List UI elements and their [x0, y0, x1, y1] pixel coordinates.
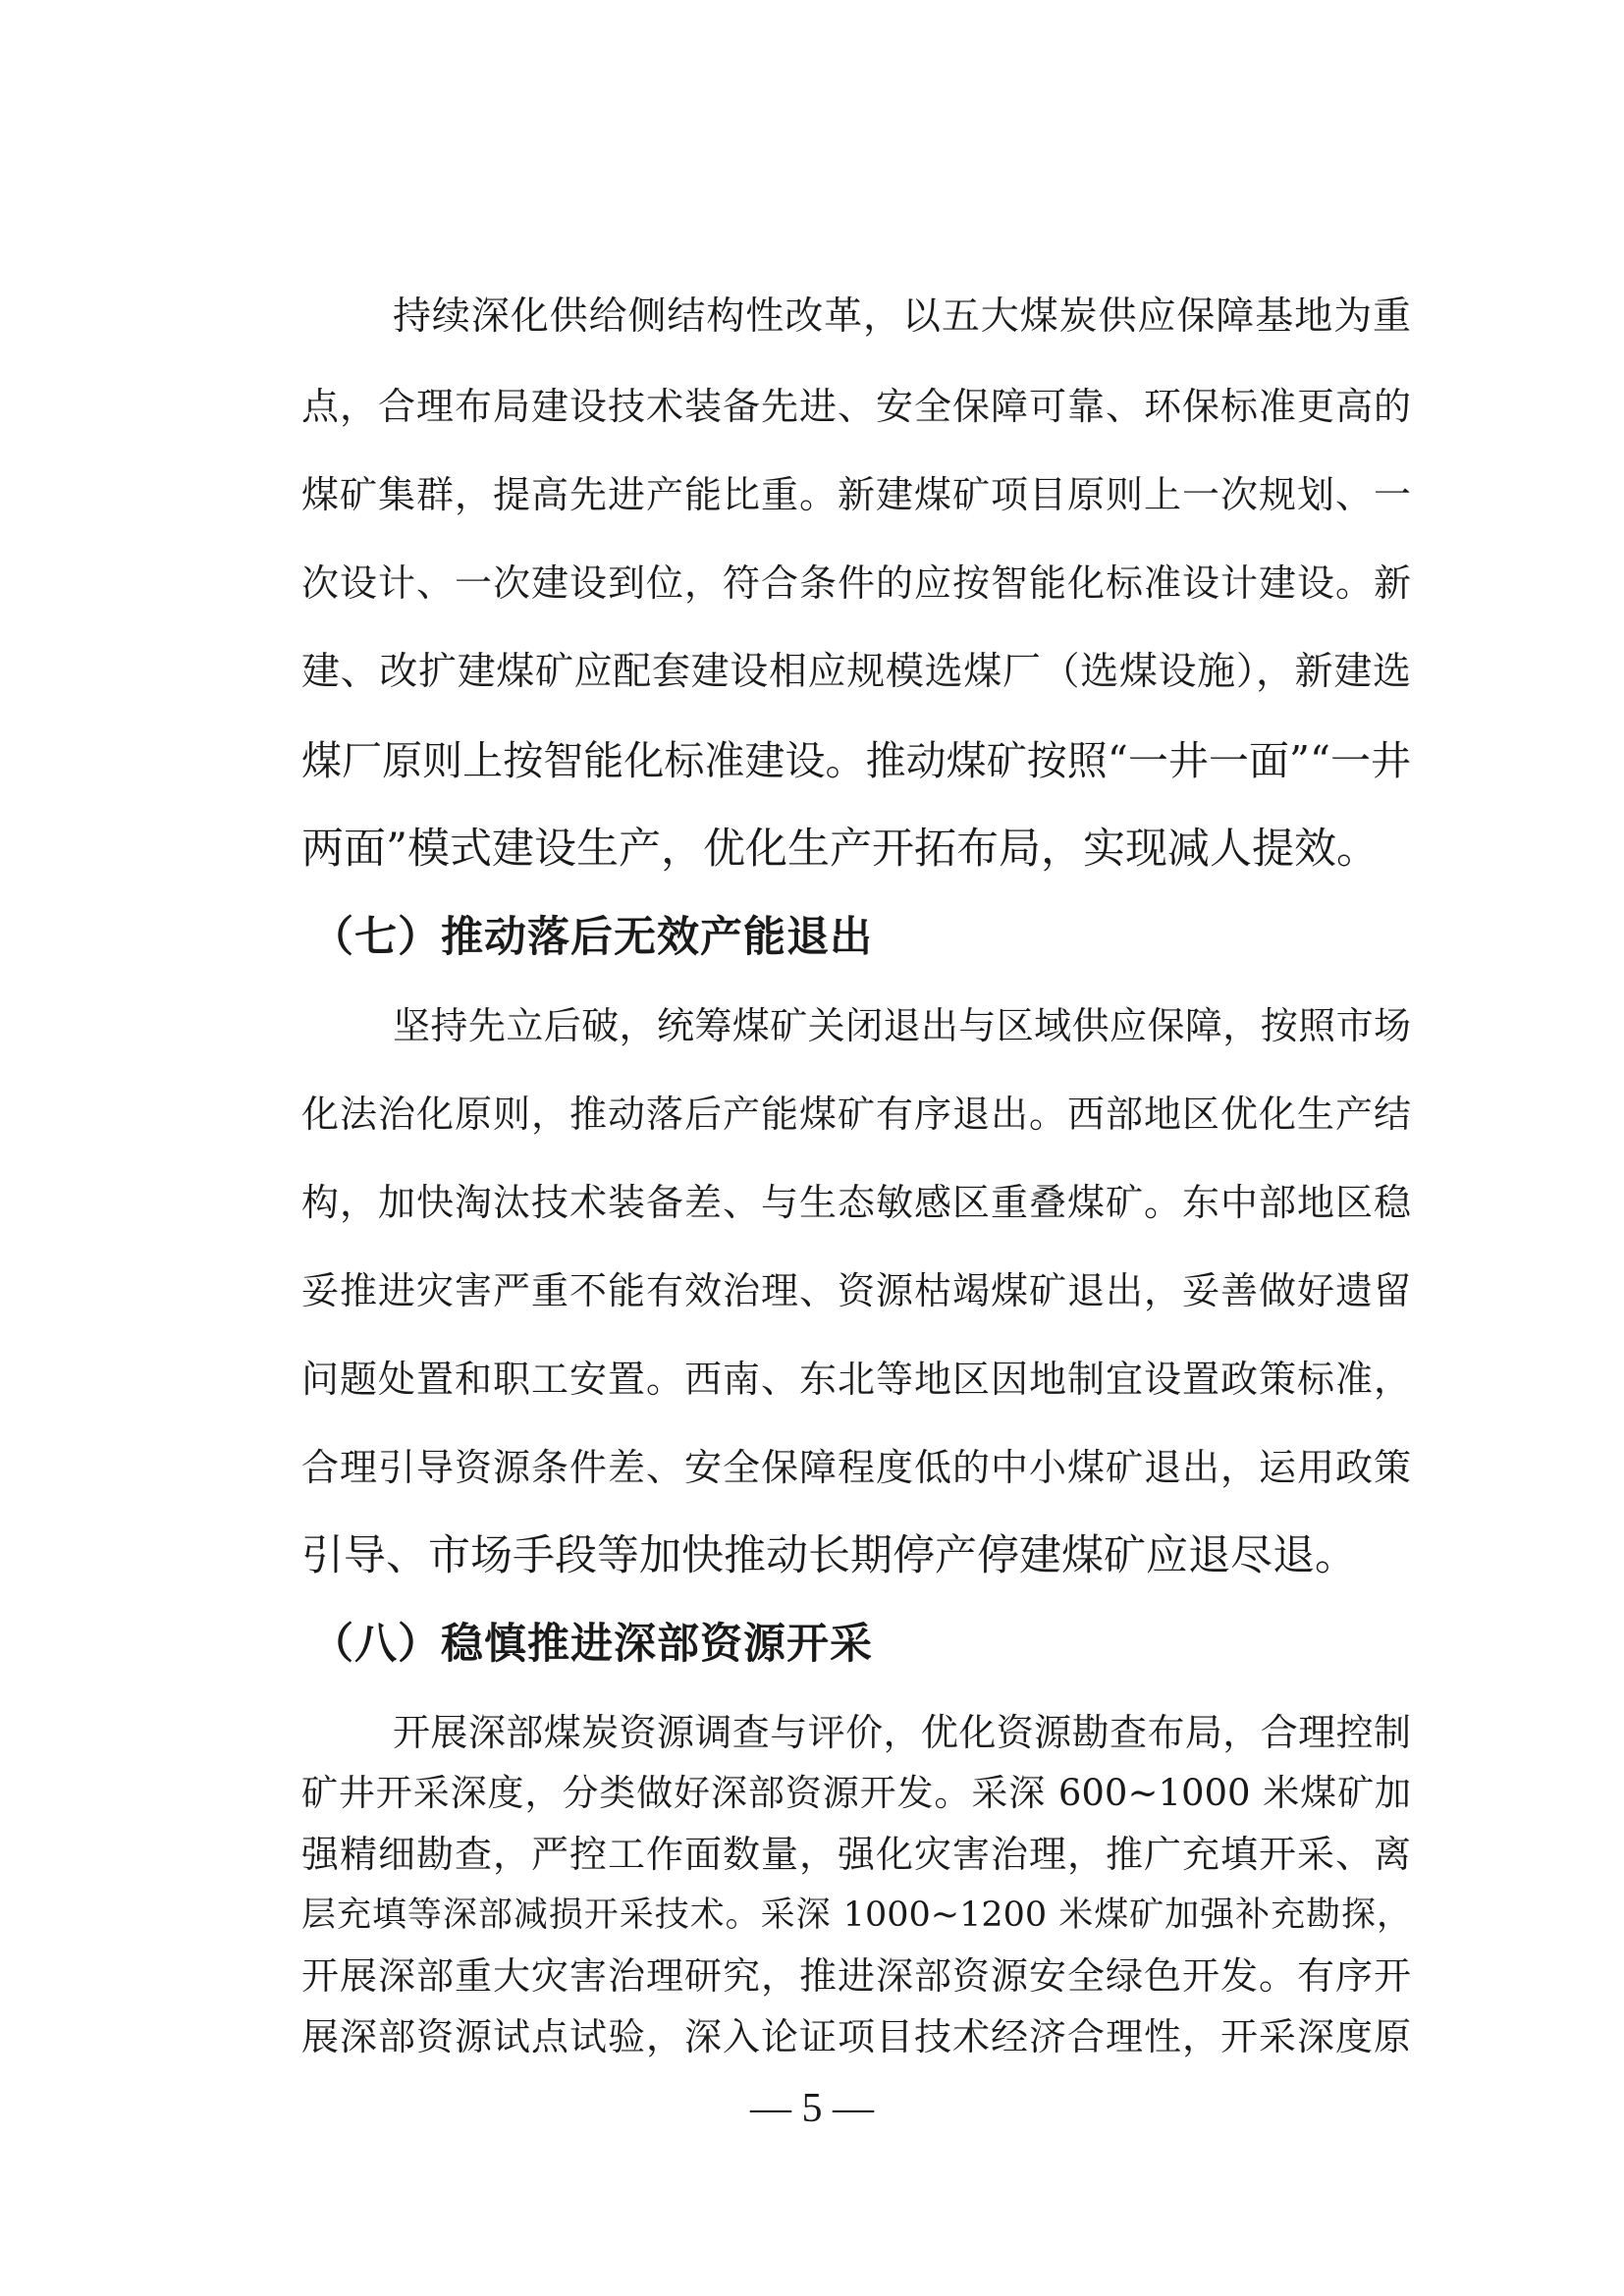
paragraph-line: 次设计、一次建设到位，符合条件的应按智能化标准设计建设。新: [301, 561, 1411, 605]
paragraph-line: 煤厂原则上按智能化标准建设。推动煤矿按照“一井一面”“一井: [301, 737, 1411, 784]
paragraph-line: 矿井开采深度，分类做好深部资源开发。采深 600~1000 米煤矿加: [301, 1772, 1411, 1814]
paragraph-line: 妥推进灾害严重不能有效治理、资源枯竭煤矿退出，妥善做好遗留: [301, 1269, 1411, 1312]
paragraph-line: 坚持先立后破，统筹煤矿关闭退出与区域供应保障，按照市场: [393, 1004, 1411, 1047]
paragraph-line: 建、改扩建煤矿应配套建设相应规模选煤厂（选煤设施），新建选: [301, 650, 1411, 694]
paragraph-line: 点，合理布局建设技术装备先进、安全保障可靠、环保标准更高的: [301, 385, 1411, 428]
paragraph-line: 强精细勘查，严控工作面数量，强化灾害治理，推广充填开采、离: [301, 1833, 1411, 1876]
page-number: — 5 —: [750, 2086, 874, 2131]
paragraph-line: 构，加快淘汰技术装备差、与生态敏感区重叠煤矿。东中部地区稳: [301, 1181, 1411, 1224]
paragraph-line: 展深部资源试点试验，深入论证项目技术经济合理性，开采深度原: [301, 2015, 1411, 2058]
paragraph-line: 合理引导资源条件差、安全保障程度低的中小煤矿退出，运用政策: [301, 1446, 1411, 1489]
section-heading-8: （八）稳慎推进深部资源开采: [311, 1620, 873, 1669]
paragraph-line: 开展深部煤炭资源调查与评价，优化资源勘查布局，合理控制: [393, 1711, 1411, 1754]
section-heading-7: （七）推动落后无效产能退出: [311, 913, 873, 962]
paragraph-line: 两面”模式建设生产，优化生产开拓布局，实现减人提效。: [301, 825, 1379, 874]
paragraph-line: 持续深化供给侧结构性改革，以五大煤炭供应保障基地为重: [393, 294, 1411, 339]
paragraph-line: 开展深部重大灾害治理研究，推进深部资源安全绿色开发。有序开: [301, 1954, 1411, 1998]
paragraph-line: 煤矿集群，提高先进产能比重。新建煤矿项目原则上一次规划、一: [301, 473, 1411, 516]
paragraph-line: 层充填等深部减损开采技术。采深 1000~1200 米煤矿加强补充勘探，: [301, 1896, 1411, 1935]
paragraph-line: 问题处置和职工安置。西南、东北等地区因地制宜设置政策标准，: [301, 1358, 1411, 1401]
paragraph-line: 引导、市场手段等加快推动长期停产停建煤矿应退尽退。: [301, 1531, 1357, 1580]
paragraph-line: 化法治化原则，推动落后产能煤矿有序退出。西部地区优化生产结: [301, 1093, 1411, 1136]
